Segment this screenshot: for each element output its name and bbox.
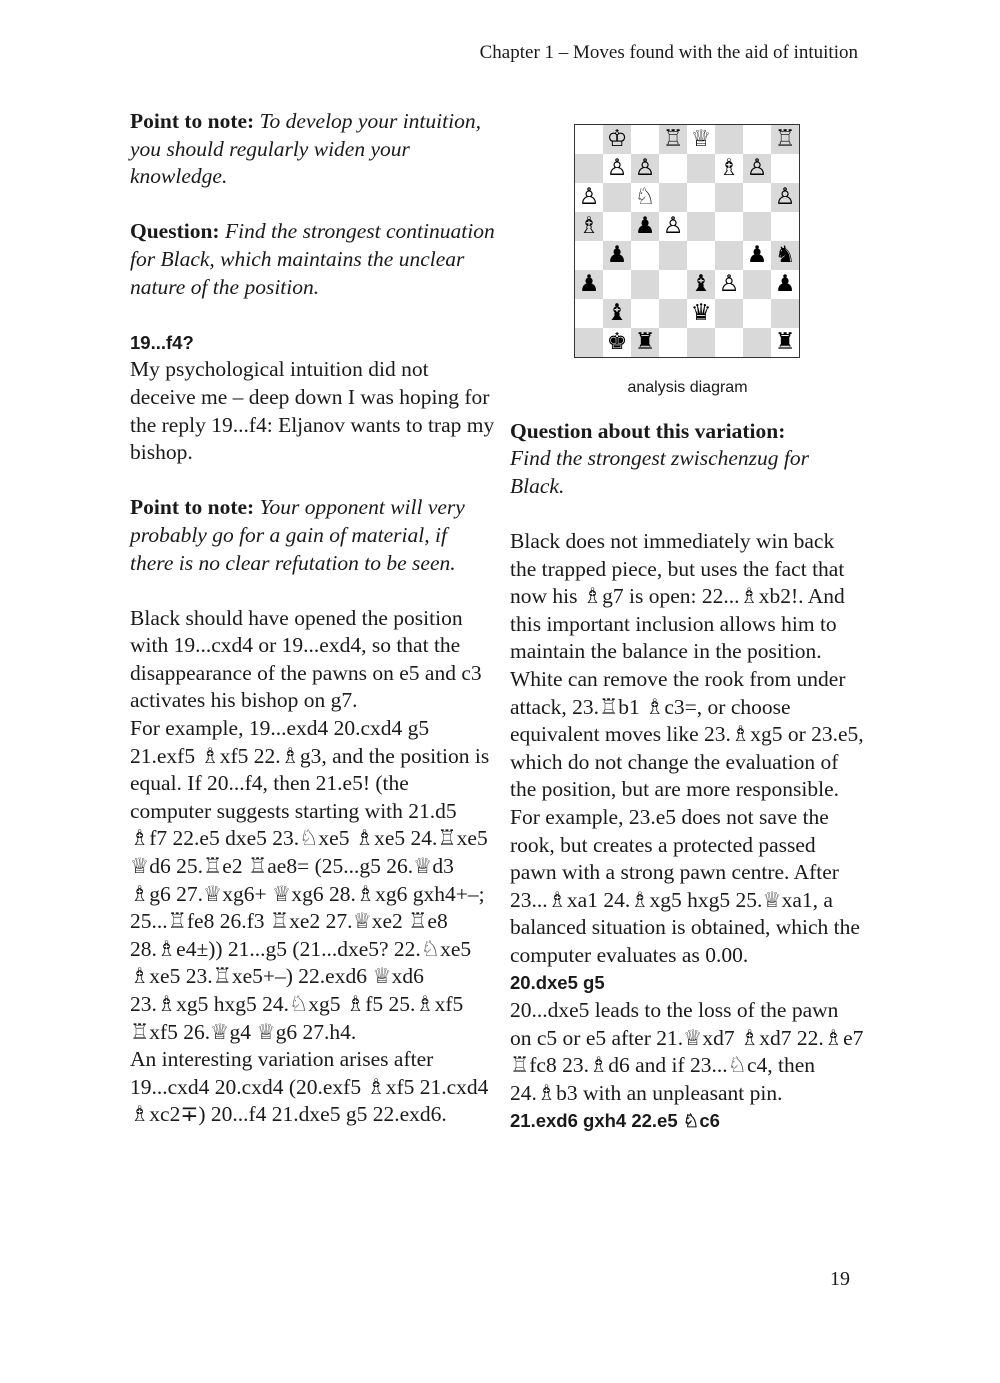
board-square bbox=[575, 328, 603, 357]
board-square-piece: ♝ bbox=[687, 270, 715, 299]
paragraph: Black should have opened the position with 19...cxd4 or 19...exd4, so that the disappearance of the pawns on e5 and c3 activates his bishop on g7. bbox=[130, 605, 482, 713]
board-square-piece: ♖ bbox=[771, 125, 799, 154]
paragraph: 20...dxe5 leads to the loss of the pawn on c5 or e5 after 21.♕xd7 ♗xd7 22.♗e7 ♖fc8 23.♗d6 and if 23...♘c4, then 24.♗b3 with an unpleasant pin. bbox=[510, 998, 864, 1105]
board-square-piece: ♘ bbox=[631, 183, 659, 212]
board-square-piece: ♞ bbox=[771, 241, 799, 270]
board-square-piece: ♚ bbox=[603, 328, 631, 357]
board-square-piece: ♙ bbox=[715, 270, 743, 299]
board-square-piece: ♜ bbox=[631, 328, 659, 357]
board-square-piece: ♟ bbox=[603, 241, 631, 270]
board-square-piece: ♙ bbox=[771, 183, 799, 212]
board-square bbox=[687, 241, 715, 270]
question bbox=[130, 218, 495, 301]
board-square bbox=[603, 270, 631, 299]
question-label: Question about this variation: bbox=[510, 418, 786, 443]
board-square-piece: ♟ bbox=[743, 241, 771, 270]
board-square bbox=[659, 328, 687, 357]
question-variation bbox=[510, 418, 865, 446]
page-number: 19 bbox=[830, 1268, 850, 1290]
board-square bbox=[743, 125, 771, 154]
board-square bbox=[659, 183, 687, 212]
board-square bbox=[603, 212, 631, 241]
question-text: Find the strongest continuation for Black, which maintains the unclear nature of the position. bbox=[130, 219, 495, 299]
point-to-note-2 bbox=[130, 494, 495, 577]
board-square-piece: ♝ bbox=[603, 299, 631, 328]
move-heading: 19...f4? bbox=[130, 331, 194, 353]
board-square bbox=[687, 154, 715, 183]
right-column bbox=[510, 108, 865, 1135]
paragraph: Black does not immediately win back the trapped piece, but uses the fact that now his ♗g7 is open: 22...♗xb2!. And this important inclusion allows him to maintain the balance in the position. White can remove the rook from under attack, 23.♖b1 ♗c3=, or choose equivalent moves like 23.♗xg5 or 23.e5, which do not change the evaluation of the position, but are more responsible. For example, 23.e5 does not save the rook, but creates a protected passed pawn with a strong pawn centre. After 23...♗xa1 24.♗xg5 hxg5 25.♕xa1, a balanced situation is obtained, which the computer evaluates as 0.00. bbox=[510, 528, 864, 967]
board-square bbox=[743, 212, 771, 241]
board-square bbox=[687, 328, 715, 357]
analysis-diagram bbox=[574, 124, 800, 402]
board-square bbox=[575, 125, 603, 154]
board-square bbox=[771, 154, 799, 183]
move-heading: 21.exd6 gxh4 22.e5 ♘c6 bbox=[510, 1110, 720, 1132]
board-square bbox=[659, 270, 687, 299]
note-text: Your opponent will very probably go for a gain of material, if there is no clear refutation to be seen. bbox=[130, 495, 465, 575]
board-square bbox=[715, 241, 743, 270]
board-square bbox=[715, 328, 743, 357]
board-square-piece: ♗ bbox=[575, 212, 603, 241]
board-square bbox=[715, 183, 743, 212]
board-square bbox=[575, 241, 603, 270]
board-square bbox=[715, 212, 743, 241]
board-square bbox=[631, 125, 659, 154]
board-square bbox=[715, 299, 743, 328]
board-square-piece: ♖ bbox=[659, 125, 687, 154]
board-square bbox=[771, 212, 799, 241]
board-square-piece: ♙ bbox=[659, 212, 687, 241]
question-label: Question: bbox=[130, 219, 220, 244]
board-square bbox=[659, 241, 687, 270]
board-square bbox=[743, 328, 771, 357]
board-square-piece: ♙ bbox=[631, 154, 659, 183]
board-square bbox=[743, 299, 771, 328]
board-square-piece: ♙ bbox=[743, 154, 771, 183]
board-square bbox=[575, 299, 603, 328]
board-square-piece: ♟ bbox=[575, 270, 603, 299]
note-label: Point to note: bbox=[130, 495, 255, 520]
paragraph: An interesting variation arises after 19...cxd4 20.cxd4 (20.exf5 ♗xf5 21.cxd4 ♗xc2∓) 20...f4 21.dxe5 g5 22.exd6. bbox=[130, 1047, 489, 1127]
board-square bbox=[659, 299, 687, 328]
board-square-piece: ♔ bbox=[603, 125, 631, 154]
paragraph: My psychological intuition did not deceive me – deep down I was hoping for the reply 19...f4: Eljanov wants to trap my bishop. bbox=[130, 357, 495, 465]
board-square-piece: ♟ bbox=[631, 212, 659, 241]
board-square-piece: ♙ bbox=[575, 183, 603, 212]
board-square bbox=[575, 154, 603, 183]
question-text: Find the strongest zwischenzug for Black. bbox=[510, 446, 810, 498]
board-square bbox=[743, 270, 771, 299]
board-square-piece: ♙ bbox=[603, 154, 631, 183]
board-square bbox=[771, 299, 799, 328]
board-square bbox=[631, 299, 659, 328]
diagram-caption: analysis diagram bbox=[627, 379, 748, 396]
note-label: Point to note: bbox=[130, 109, 255, 133]
left-column bbox=[130, 108, 495, 1129]
move-heading: 20.dxe5 g5 bbox=[510, 972, 605, 994]
board-square bbox=[603, 183, 631, 212]
board-square-piece: ♛ bbox=[687, 299, 715, 328]
note-text: To develop your intuition, you should regularly widen your knowledge. bbox=[130, 109, 481, 189]
board-square-piece: ♗ bbox=[715, 154, 743, 183]
board-square bbox=[687, 183, 715, 212]
board-square bbox=[631, 241, 659, 270]
board-square-piece: ♕ bbox=[687, 125, 715, 154]
point-to-note-1 bbox=[130, 108, 495, 191]
board-square-piece: ♜ bbox=[771, 328, 799, 357]
board-square bbox=[743, 183, 771, 212]
board-square bbox=[631, 270, 659, 299]
board-square bbox=[687, 212, 715, 241]
paragraph: For example, 19...exd4 20.cxd4 g5 21.exf5 ♗xf5 22.♗g3, and the position is equal. If 20...f4, then 21.e5! (the computer suggests starting with 21.d5 ♗f7 22.e5 dxe5 23.♘xe5 ♗xe5 24.♖xe5 ♕d6 25.♖e2 ♖ae8= (25...g5 26.♕d3 ♗g6 27.♕xg6+ ♕xg6 28.♗xg6 gxh4+–; 25...♖fe8 26.f3 ♖xe2 27.♕xe2 ♖e8 28.♗e4±)) 21...g5 (21...dxe5? 22.♘xe5 ♗xe5 23.♖xe5+–) 22.exd6 ♕xd6 23.♗xg5 hxg5 24.♘xg5 ♗f5 25.♗xf5 ♖xf5 26.♕g4 ♕g6 27.h4. bbox=[130, 716, 490, 1044]
board-square bbox=[659, 154, 687, 183]
board-square-piece: ♟ bbox=[771, 270, 799, 299]
running-header: Chapter 1 – Moves found with the aid of intuition bbox=[479, 42, 858, 63]
board-square bbox=[715, 125, 743, 154]
chess-board bbox=[574, 124, 800, 358]
